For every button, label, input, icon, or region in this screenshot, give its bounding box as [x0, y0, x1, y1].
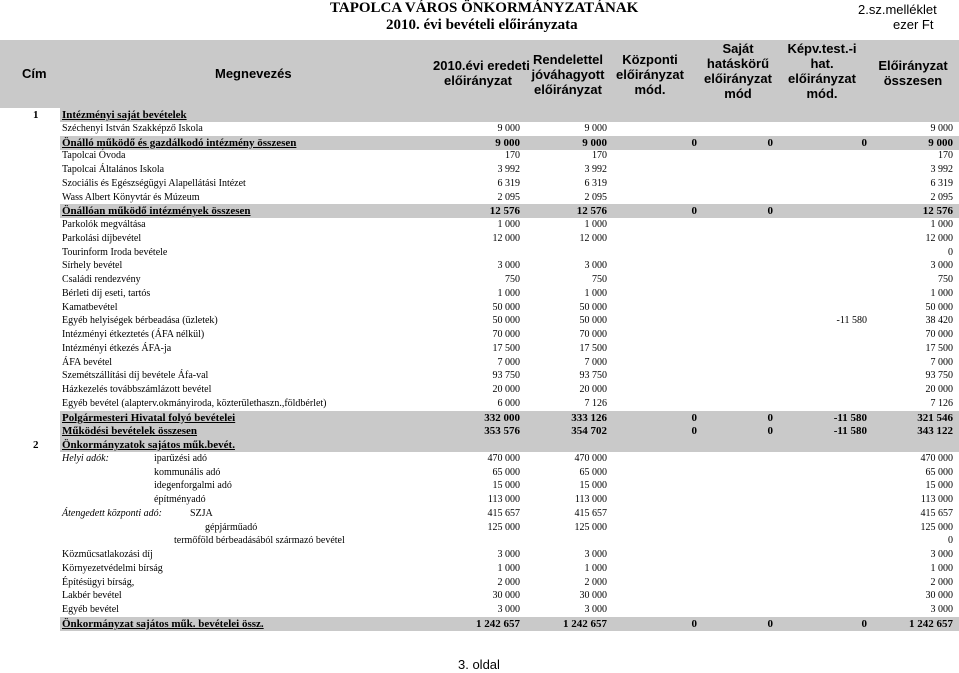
row-name: Tapolcai Óvoda	[62, 150, 126, 162]
table-row	[0, 452, 959, 466]
column-header-megnevezes: Megnevezés	[215, 66, 292, 81]
row-value-col6: 12 000	[925, 232, 953, 244]
row-value-col2: 3 000	[584, 604, 607, 615]
table-row	[0, 287, 959, 301]
row-value-col6: 343 122	[917, 425, 953, 438]
row-value-col6: 7 000	[930, 356, 953, 368]
row-name: termőföld bérbeadásából származó bevétel	[174, 535, 345, 547]
row-value-col2: 93 750	[579, 370, 607, 382]
row-value-col6: 65 000	[925, 466, 953, 478]
row-value-col5: -11 580	[833, 425, 867, 438]
row-value-col1: 3 992	[497, 164, 520, 175]
table-row	[0, 507, 959, 521]
table-row	[0, 493, 959, 507]
table-row	[0, 342, 959, 356]
column-header-bar	[0, 40, 959, 108]
column-header-line: összesen	[883, 73, 943, 88]
row-value-col2: 113 000	[574, 494, 607, 505]
row-name: Intézményi étkeztetés (ÁFA nélkül)	[62, 329, 205, 340]
table-row	[0, 259, 959, 273]
row-value-col4: 0	[767, 617, 773, 630]
row-value-col6: 3 000	[930, 260, 953, 272]
column-header-original-estimate	[433, 58, 530, 88]
row-value-col2: 20 000	[579, 384, 607, 395]
row-value-col1: 470 000	[487, 452, 520, 464]
row-value-col1: 6 000	[497, 397, 520, 409]
table-row	[0, 466, 959, 480]
row-value-col2: 15 000	[579, 480, 607, 492]
row-name: Lakbér bevétel	[62, 590, 122, 602]
row-value-col2: 1 242 657	[563, 617, 607, 630]
row-value-col6: 321 546	[917, 411, 953, 424]
row-value-col6: 750	[938, 274, 953, 285]
row-name: Önállóan működő intézmények összesen	[62, 205, 251, 218]
document-subtitle: 2010. évi bevételi előirányzata	[386, 17, 578, 33]
row-name: Építésügyi bírság,	[62, 576, 135, 588]
row-value-col2: 9 000	[584, 122, 607, 134]
unit-label: ezer Ft	[893, 17, 934, 32]
row-name: Egyéb bevétel	[62, 604, 119, 615]
row-value-col2: 1 000	[584, 562, 607, 574]
column-header-central-mod	[605, 52, 695, 97]
column-header-line: előirányzat	[704, 71, 772, 86]
row-value-col6: 3 000	[930, 549, 953, 560]
row-name: Parkolók megváltása	[62, 219, 146, 230]
row-value-col6: 1 000	[930, 287, 953, 299]
row-value-col3: 0	[691, 411, 697, 424]
row-value-col6: 15 000	[925, 480, 953, 492]
table-row	[0, 617, 959, 631]
row-name: iparűzési adó	[154, 452, 208, 464]
row-value-col2: 415 657	[574, 507, 607, 519]
row-value-col3: 0	[691, 617, 697, 630]
row-value-col2: 30 000	[579, 590, 607, 602]
table-row	[0, 218, 959, 232]
row-name: Polgármesteri Hivatal folyó bevételei	[62, 411, 236, 424]
table-row	[0, 576, 959, 590]
column-header-line: előirányzat	[616, 67, 684, 82]
table-row	[0, 246, 959, 260]
table-row	[0, 204, 959, 218]
row-value-col1: 170	[505, 150, 520, 162]
row-name: Szemétszállítási díj bevétele Áfa-val	[62, 370, 209, 382]
row-value-col6: 17 500	[925, 342, 953, 354]
row-value-col6: 20 000	[925, 384, 953, 395]
column-header-line: mód.	[634, 82, 666, 97]
row-value-col6: 38 420	[925, 315, 953, 327]
table-row	[0, 424, 959, 438]
row-value-col2: 9 000	[582, 136, 607, 149]
row-value-col2: 65 000	[579, 466, 607, 478]
table-row	[0, 314, 959, 328]
row-value-col2: 50 000	[579, 301, 607, 313]
row-value-col2: 17 500	[579, 342, 607, 354]
table-row	[0, 397, 959, 411]
column-header-line: mód.	[806, 86, 838, 101]
row-value-col2: 1 000	[584, 287, 607, 299]
row-value-col6: 3 992	[930, 164, 953, 175]
table-row	[0, 411, 959, 425]
table-row	[0, 108, 959, 122]
row-value-col1: 1 000	[497, 219, 520, 230]
row-name: Széchenyi István Szakképző Iskola	[62, 122, 203, 134]
row-value-col6: 50 000	[925, 301, 953, 313]
row-value-col2: 3 992	[584, 164, 607, 175]
row-name: Bérleti díj eseti, tartós	[62, 287, 151, 299]
row-value-col6: 0	[948, 246, 953, 258]
table-row	[0, 438, 959, 452]
table-row	[0, 163, 959, 177]
row-value-col1: 2 095	[497, 191, 520, 203]
row-highlight	[60, 108, 959, 122]
column-header-cim: Cím	[22, 66, 47, 81]
row-name: Intézményi étkezés ÁFA-ja	[62, 342, 172, 354]
row-value-col6: 415 657	[920, 507, 953, 519]
row-name: Tapolcai Általános Iskola	[62, 164, 165, 175]
table-row	[0, 521, 959, 535]
row-value-col2: 6 319	[584, 177, 607, 189]
row-value-col5: 0	[861, 617, 867, 630]
row-value-col1: 65 000	[492, 466, 520, 478]
table-row	[0, 122, 959, 136]
row-value-col1: 3 000	[497, 260, 520, 272]
table-row	[0, 534, 959, 548]
row-value-col2: 750	[592, 274, 607, 285]
row-value-col1: 332 000	[484, 411, 520, 424]
row-value-col1: 15 000	[492, 480, 520, 492]
table-row	[0, 383, 959, 397]
row-name: Egyéb bevétel (alapterv.okmányiroda, közterülethaszn.,földbérlet)	[62, 397, 327, 409]
row-value-col1: 750	[505, 274, 520, 285]
row-value-col1: 353 576	[484, 425, 520, 438]
row-value-col6: 470 000	[920, 452, 953, 464]
column-header-line: Rendelettel	[532, 52, 604, 67]
row-value-col6: 2 095	[930, 191, 953, 203]
row-value-col6: 9 000	[930, 122, 953, 134]
row-value-col1: 6 319	[497, 177, 520, 189]
row-value-col1: 9 000	[497, 122, 520, 134]
row-value-col1: 1 000	[497, 287, 520, 299]
row-name: építményadó	[154, 494, 206, 505]
row-value-col2: 2 000	[584, 576, 607, 588]
row-value-col1: 12 576	[489, 205, 520, 218]
row-value-col3: 0	[691, 425, 697, 438]
row-value-col1: 20 000	[492, 384, 520, 395]
row-value-col2: 12 000	[579, 232, 607, 244]
table-row	[0, 369, 959, 383]
row-value-col1: 93 750	[492, 370, 520, 382]
column-header-approved-estimate	[523, 52, 613, 97]
table-row	[0, 136, 959, 150]
row-value-col6: 9 000	[928, 136, 953, 149]
row-value-col6: 1 000	[930, 562, 953, 574]
row-name: Parkolási díjbevétel	[62, 232, 142, 244]
row-name: Sírhely bevétel	[62, 260, 123, 272]
column-header-line: 2010.évi eredeti	[433, 58, 530, 73]
table-row	[0, 191, 959, 205]
row-value-col6: 6 319	[930, 177, 953, 189]
table-row	[0, 479, 959, 493]
column-header-total	[867, 58, 959, 88]
row-value-col1: 125 000	[487, 521, 520, 533]
row-name: Egyéb helyiségek bérbeadása (üzletek)	[62, 315, 218, 327]
row-value-col5: 0	[861, 136, 867, 149]
row-value-col2: 12 576	[576, 205, 607, 218]
row-value-col1: 2 000	[497, 576, 520, 588]
row-value-col1: 30 000	[492, 590, 520, 602]
row-name: Önkormányzatok sajátos műk.bevét.	[62, 439, 235, 451]
row-value-col1: 12 000	[492, 232, 520, 244]
row-value-col2: 7 000	[584, 356, 607, 368]
row-value-col1: 415 657	[487, 507, 520, 519]
page-number: 3. oldal	[458, 657, 500, 672]
row-value-col1: 113 000	[487, 494, 520, 505]
row-value-col2: 170	[592, 150, 607, 162]
row-value-col1: 3 000	[497, 549, 520, 560]
column-header-line: mód	[724, 86, 752, 101]
row-value-col1: 70 000	[492, 329, 520, 340]
row-cim: 2	[33, 439, 39, 451]
row-value-col1: 50 000	[492, 315, 520, 327]
table-row	[0, 356, 959, 370]
row-value-col1: 17 500	[492, 342, 520, 354]
row-value-col4: 0	[767, 411, 773, 424]
row-value-col2: 50 000	[579, 315, 607, 327]
column-header-line: előirányzat	[788, 71, 856, 86]
row-name: kommunális adó	[154, 466, 221, 478]
column-header-council-mod	[777, 41, 867, 101]
row-value-col2: 3 000	[584, 549, 607, 560]
row-value-col6: 2 000	[930, 576, 953, 588]
row-name: Önálló működő és gazdálkodó intézmény összesen	[62, 136, 297, 149]
row-value-col6: 125 000	[920, 521, 953, 533]
row-value-col6: 30 000	[925, 590, 953, 602]
row-value-col2: 70 000	[579, 329, 607, 340]
table-row	[0, 177, 959, 191]
row-name: SZJA	[190, 507, 213, 519]
row-value-col2: 3 000	[584, 260, 607, 272]
row-value-col1: 1 242 657	[476, 617, 520, 630]
row-value-col5: -11 580	[833, 411, 867, 424]
row-value-col6: 7 126	[930, 397, 953, 409]
row-name: Kamatbevétel	[62, 301, 118, 313]
column-header-own-mod	[693, 41, 783, 101]
row-value-col1: 3 000	[497, 604, 520, 615]
row-value-col6: 113 000	[920, 494, 953, 505]
row-value-col6: 0	[948, 535, 953, 547]
column-header-line: előirányzat	[444, 73, 512, 88]
row-value-col1: 9 000	[495, 136, 520, 149]
row-value-col2: 470 000	[574, 452, 607, 464]
row-value-col3: 0	[691, 136, 697, 149]
column-header-line: jóváhagyott	[531, 67, 605, 82]
row-value-col5: -11 580	[836, 315, 867, 327]
row-value-col6: 70 000	[925, 329, 953, 340]
row-name: Wass Albert Könyvtár és Múzeum	[62, 191, 200, 203]
table-row	[0, 232, 959, 246]
row-group-label: Átengedett központi adó:	[62, 507, 162, 519]
row-value-col1: 1 000	[497, 562, 520, 574]
column-header-line: Előirányzat	[878, 58, 948, 73]
row-value-col6: 93 750	[925, 370, 953, 382]
column-header-line: Képv.test.-i	[787, 41, 857, 56]
table-row	[0, 328, 959, 342]
row-value-col2: 333 126	[571, 411, 607, 424]
table-row	[0, 149, 959, 163]
row-value-col6: 170	[938, 150, 953, 162]
row-value-col2: 7 126	[584, 397, 607, 409]
row-group-label: Helyi adók:	[62, 452, 109, 464]
row-value-col6: 12 576	[922, 205, 953, 218]
row-name: Működési bevételek összesen	[62, 425, 198, 438]
row-value-col1: 7 000	[497, 356, 520, 368]
row-name: gépjárműadó	[205, 521, 258, 533]
column-header-line: előirányzat	[534, 82, 602, 97]
column-header-line: Központi	[622, 52, 678, 67]
row-value-col6: 3 000	[930, 604, 953, 615]
row-value-col4: 0	[767, 136, 773, 149]
row-value-col2: 1 000	[584, 219, 607, 230]
row-name: Önkormányzat sajátos műk. bevételei össz.	[62, 617, 264, 630]
row-value-col4: 0	[767, 425, 773, 438]
column-header-line: hat.	[810, 56, 834, 71]
annex-label: 2.sz.melléklet	[858, 2, 937, 17]
row-value-col4: 0	[767, 205, 773, 218]
row-name: idegenforgalmi adó	[154, 480, 232, 492]
row-name: ÁFA bevétel	[62, 356, 113, 368]
row-value-col2: 125 000	[574, 521, 607, 533]
row-name: Közműcsatlakozási díj	[62, 549, 153, 560]
row-value-col2: 2 095	[584, 191, 607, 203]
row-name: Tourinform Iroda bevétele	[62, 246, 168, 258]
table-row	[0, 273, 959, 287]
row-value-col1: 50 000	[492, 301, 520, 313]
row-value-col6: 1 242 657	[909, 617, 953, 630]
table-row	[0, 548, 959, 562]
row-value-col6: 1 000	[930, 219, 953, 230]
table-row	[0, 589, 959, 603]
column-header-line: Saját	[722, 41, 754, 56]
document-title: TAPOLCA VÁROS ÖNKORMÁNYZATÁNAK	[330, 0, 639, 16]
table-row	[0, 301, 959, 315]
row-value-col2: 354 702	[571, 425, 607, 438]
row-cim: 1	[33, 109, 39, 121]
row-name: Szociális és Egészségügyi Alapellátási Intézet	[62, 177, 246, 189]
row-name: Környezetvédelmi bírság	[62, 562, 163, 574]
row-name: Házkezelés továbbszámlázott bevétel	[62, 384, 212, 395]
table-row	[0, 603, 959, 617]
column-header-line: hatáskörű	[706, 56, 770, 71]
table-row	[0, 562, 959, 576]
row-name: Családi rendezvény	[62, 274, 141, 285]
row-name: Intézményi saját bevételek	[62, 109, 187, 121]
row-value-col3: 0	[691, 205, 697, 218]
